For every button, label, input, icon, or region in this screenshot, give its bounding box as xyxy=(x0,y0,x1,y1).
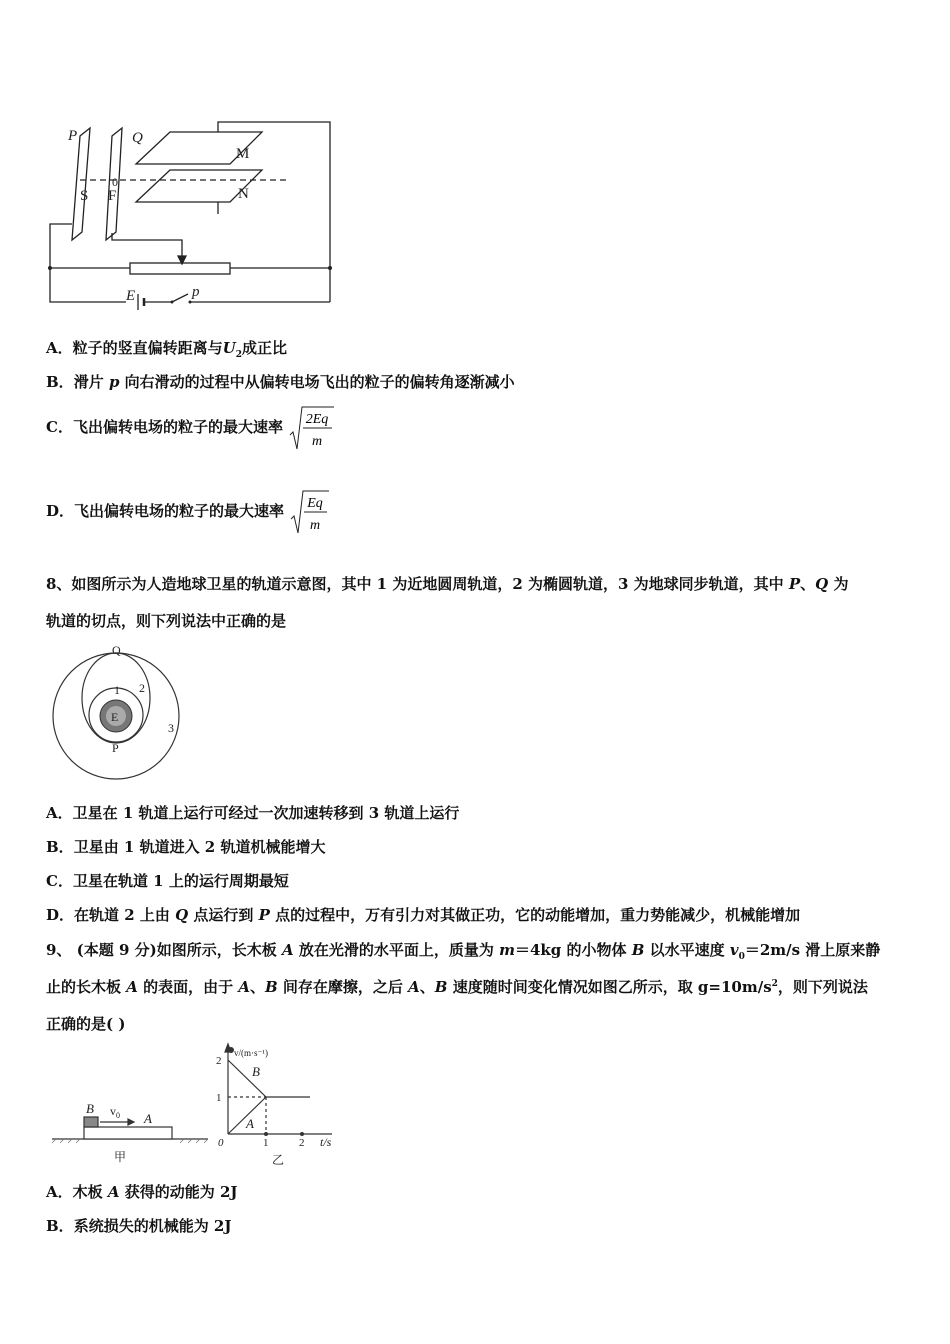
svg-text:m: m xyxy=(312,434,323,449)
label-earth: E xyxy=(111,710,119,724)
label-v0: $v_0$ xyxy=(110,1104,120,1120)
label-p-point: P xyxy=(112,741,119,755)
tick-x2: 2 xyxy=(299,1137,305,1149)
wire-p xyxy=(50,224,126,302)
block-b xyxy=(84,1117,98,1127)
sqrt-eq-over-m xyxy=(289,489,329,535)
tick-origin: 0 xyxy=(218,1137,224,1149)
q9-option-a: A．木板 A 获得的动能为 2J xyxy=(46,1183,238,1201)
label-f: F xyxy=(108,188,117,204)
label-jia: 甲 xyxy=(114,1150,127,1164)
q8-stem-line1: 8、如图所示为人造地球卫星的轨道示意图，其中 1 为近地圆周轨道，2 为椭圆轨道，3 为地球同步轨道，其中 P、Q 为 xyxy=(46,575,849,593)
q7-option-d: D．飞出偏转电场的粒子的最大速率 Eq m xyxy=(46,489,329,535)
svg-text:2Eq: 2Eq xyxy=(305,412,329,427)
tick-x1: 1 xyxy=(263,1137,269,1149)
q9-stem-line1: 9、 (本题 9 分)如图所示，长木板 A 放在光滑的水平面上，质量为 m＝4kg 的小物体 B 以水平速度 $v_0=2m/s$ 滑上原来静 xyxy=(46,941,881,962)
q9-option-b: B．系统损失的机械能为 2J xyxy=(46,1217,232,1235)
line-b xyxy=(228,1060,266,1097)
tick-y2: 2 xyxy=(216,1055,222,1067)
q8-option-b: B．卫星由 1 轨道进入 2 轨道机械能增大 xyxy=(46,838,326,856)
orbit-figure xyxy=(48,640,188,785)
label-o: 0 xyxy=(112,175,118,189)
q9-stem-line2: 止的长木板 A 的表面，由于 A、B 间存在摩擦，之后 A、B 速度随时间变化情况如图乙所示，取 $g=10m/s^2$，则下列说法 xyxy=(46,978,868,996)
q7-option-c: C．飞出偏转电场的粒子的最大速率 2Eq m xyxy=(46,405,334,451)
label-n: N xyxy=(238,186,249,202)
label-line-b: B xyxy=(252,1064,260,1079)
q7-option-a: A．粒子的竖直偏转距离与$U_2$成正比 xyxy=(46,339,288,360)
board-a xyxy=(84,1127,172,1139)
wire-m xyxy=(218,122,330,268)
q8-stem-line2: 轨道的切点，则下列说法中正确的是 xyxy=(46,612,287,630)
label-t-axis: t/s xyxy=(320,1135,332,1149)
label-v-axis: v/(m·s⁻¹) xyxy=(234,1048,268,1058)
svg-text:m: m xyxy=(310,518,321,533)
label-yi: 乙 xyxy=(272,1153,285,1167)
vt-graph xyxy=(212,1040,352,1168)
tick-y1: 1 xyxy=(216,1092,222,1104)
label-b-block: B xyxy=(86,1101,94,1116)
svg-text:Eq: Eq xyxy=(307,496,324,511)
sqrt-2eq-over-m xyxy=(288,405,334,451)
q9-stem-line3: 正确的是( ) xyxy=(46,1015,126,1033)
board-block-figure xyxy=(50,1095,210,1165)
label-q: Q xyxy=(132,130,143,146)
label-orbit-1: 1 xyxy=(114,683,120,697)
plate-p xyxy=(72,128,90,240)
q7-option-b: B．滑片 p 向右滑动的过程中从偏转电场飞出的粒子的偏转角逐渐减小 xyxy=(46,373,515,391)
deflection-circuit-figure xyxy=(40,118,340,310)
label-e: E xyxy=(126,288,136,304)
q8-option-d: D．在轨道 2 上由 Q 点运行到 P 点的过程中，万有引力对其做正功，它的动能增加，重力势能减少，机械能增加 xyxy=(46,906,801,924)
label-orbit-3: 3 xyxy=(168,721,174,735)
label-p: P xyxy=(68,128,78,144)
label-m: M xyxy=(236,146,250,162)
label-line-a: A xyxy=(246,1116,254,1131)
label-s: S xyxy=(80,188,89,204)
label-orbit-2: 2 xyxy=(139,681,145,695)
label-slider-p: p xyxy=(192,284,200,300)
wire-q xyxy=(112,233,182,258)
label-a-board: A xyxy=(144,1111,152,1126)
label-q-point: Q xyxy=(112,643,121,657)
q8-option-c: C．卫星在轨道 1 上的运行周期最短 xyxy=(46,872,289,890)
q8-option-a: A．卫星在 1 轨道上运行可经过一次加速转移到 3 轨道上运行 xyxy=(46,804,460,822)
rheostat xyxy=(130,263,230,274)
